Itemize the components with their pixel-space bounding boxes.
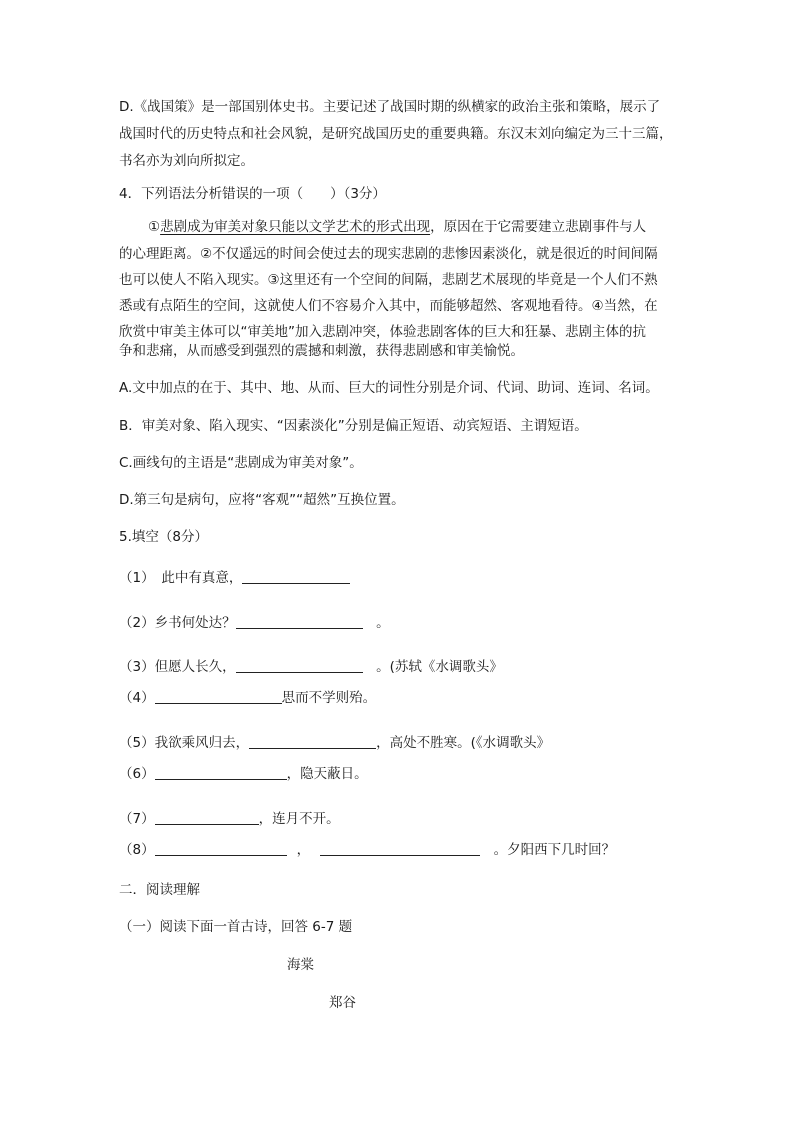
answer-blank[interactable] [155,841,287,856]
answer-blank[interactable] [249,734,376,749]
item-text: 但愿人长久， [154,659,236,675]
section-subheading: （一）阅读下面一首古诗，回答 6-7 题 [119,919,353,935]
passage-line-5: 欣赏中审美主体可以“审美地”加入悲剧冲突，体验悲剧客体的巨大和狂暴、悲剧主体的抗 [119,324,646,340]
question-4-option-d: D.第三句是病句，应将“客观”“超然”互换位置。 [119,492,405,508]
passage-line-4: 悉或有点陌生的空间，这就使人们不容易介入其中，而能够超然、客观地看待。④当然，在 [119,298,658,314]
question-4-option-c: C.画线句的主语是“悲剧成为审美对象”。 [119,455,363,471]
passage-text: ，原因在于它需要建立悲剧事件与人 [430,219,647,235]
passage-line-2: 的心理距离。②不仅遥远的时间会使过去的现实悲剧的悲惨因素淡化，就是很近的时间间隔 [119,246,658,262]
question-5-stem: 5.填空（8分） [119,529,208,545]
underlined-sentence: 悲剧成为审美对象只能以文学艺术的形式出现 [160,219,431,235]
item-number: （7） [119,811,155,827]
item-text: 。 [362,615,390,631]
item-number: （4） [119,690,155,706]
item-text: 。夕阳西下几时回？ [480,842,616,858]
question-4-option-b: B．审美对象、陷入现实、“因素淡化”分别是偏正短语、动宾短语、主谓短语。 [119,418,588,434]
answer-blank[interactable] [242,569,350,584]
sentence-number: ① [148,219,161,235]
poem-title: 海棠 [287,957,314,973]
item-text: 此中有真意， [147,570,243,586]
fill-item-7 [119,809,340,829]
question-4-option-a: A.文中加点的在于、其中、地、从而、巨大的词性分别是介词、代词、助词、连词、名词。 [119,380,659,396]
item-text: 乡书何处达？ [154,615,236,631]
answer-blank[interactable] [155,689,282,704]
answer-blank[interactable] [236,658,363,673]
item-text: ，高处不胜寒。(《水调歌头》 [376,735,551,751]
item-text: 思而不学则殆。 [281,690,377,706]
answer-blank[interactable] [236,614,363,629]
passage-line-1 [148,217,646,237]
fill-item-1 [119,568,350,588]
passage-line-3: 也可以使人不陷入现实。③这里还有一个空间的间隔，悲剧艺术展现的毕竟是一个人们不熟 [119,272,658,288]
item-number: （8） [119,842,155,858]
item-number: （3） [119,659,155,675]
question-4-stem: 4．下列语法分析错误的一项（ ）（3分） [119,186,386,202]
option-d-line-3: 书名亦为刘向所拟定。 [119,153,254,169]
option-d-line-1: D.《战国策》是一部国别体史书。主要记述了战国时期的纵横家的政治主张和策略，展示了 [119,99,661,115]
fill-item-2 [119,613,390,633]
item-number: （2） [119,615,155,631]
item-text: ， [296,842,311,858]
option-d-line-2: 战国时代的历史特点和社会风貌，是研究战国历史的重要典籍。东汉末刘向编定为三十三篇， [119,126,673,142]
item-number: （6） [119,766,155,782]
answer-blank[interactable] [320,841,480,856]
item-text: ，连月不开。 [258,811,340,827]
passage-line-6: 争和悲痛，从而感受到强烈的震撼和刺激，获得悲剧感和审美愉悦。 [119,343,524,359]
fill-item-3 [119,657,503,677]
answer-blank[interactable] [155,765,287,780]
item-number: （1） [119,570,148,586]
answer-blank[interactable] [155,810,259,825]
fill-item-6 [119,764,368,784]
item-number: （5） [119,735,155,751]
section-heading: 二．阅读理解 [119,882,200,898]
fill-item-4 [119,688,376,708]
item-text: ，隐天蔽日。 [286,766,368,782]
item-text: 我欲乘风归去， [154,735,250,751]
poem-author: 郑谷 [329,995,356,1011]
fill-item-8 [119,840,615,860]
fill-item-5 [119,733,550,753]
item-text: 。(苏轼《水调歌头》 [362,659,503,675]
